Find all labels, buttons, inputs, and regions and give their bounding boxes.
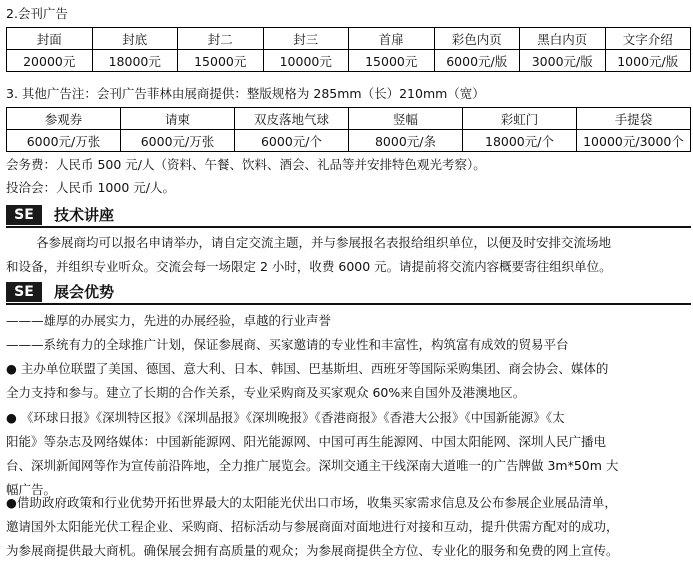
- investment-fee: 投洽会：人民币 1000 元/人。: [6, 180, 175, 195]
- divider: [6, 303, 691, 305]
- table-header-row: [7, 108, 691, 130]
- table-cell: 6000元/万张: [7, 130, 121, 152]
- table-cell: 10000元: [263, 50, 349, 72]
- table-cell: 封二: [178, 28, 264, 50]
- table-cell: 手提袋: [577, 108, 691, 130]
- advantage-bullet-1: [6, 357, 688, 405]
- table-cell: 彩虹门: [463, 108, 577, 130]
- table-cell: 1000元/版: [605, 50, 691, 72]
- table-cell: 6000元/版: [434, 50, 520, 72]
- table-cell: 8000元/条: [349, 130, 463, 152]
- advantage-bullet-3: [6, 491, 688, 563]
- table-cell: 封三: [263, 28, 349, 50]
- paragraph-line: 阳能》等杂志及网络媒体：中国新能源网、阳光能源网、中国可再生能源网、中国太阳能网、深圳人民广播电: [6, 434, 607, 449]
- table-cell: 18000元/个: [463, 130, 577, 152]
- paragraph-line: 和设备，并组织专业听众。交流会每一场限定 2 小时，收费 6000 元。请提前将交流内容概要寄往组织单位。: [6, 259, 612, 274]
- paragraph-line: 幅广告。: [6, 482, 57, 497]
- table-cell: 参观券: [7, 108, 121, 130]
- advantage-header: [6, 282, 691, 302]
- table-cell: 请柬: [121, 108, 235, 130]
- section3-title: 3. 其他广告注：会刊广告菲林由展商提供：整版规格为 285mm（长）210mm（宽）: [6, 86, 485, 101]
- table-cell: 封面: [7, 28, 93, 50]
- section2-title: 2.会刊广告: [6, 6, 68, 21]
- advantage-dash-1: ———雄厚的办展实力，先进的办展经验，卓越的行业声誉: [6, 313, 332, 328]
- conference-fee: 会务费：人民币 500 元/人（资料、午餐、饮料、酒会、礼品等并安排特色观光考察）。: [6, 157, 486, 172]
- table-cell: 双皮落地气球: [235, 108, 349, 130]
- se-badge: SE: [6, 205, 42, 225]
- table-cell: 黑白内页: [520, 28, 606, 50]
- table-cell: 封底: [92, 28, 178, 50]
- advantage-bullet-2: [6, 406, 688, 502]
- table-cell: 彩色内页: [434, 28, 520, 50]
- table-header-row: [7, 28, 691, 50]
- section-title: 技术讲座: [54, 206, 115, 224]
- journal-ad-table: [6, 27, 691, 72]
- paragraph-line: 台、深圳新闻网等作为宣传前沿阵地，全力推广展览会。深圳交通主干线深南大道唯一的广告牌做 3m*50m 大: [6, 458, 619, 473]
- divider: [6, 226, 691, 228]
- table-cell: 15000元: [178, 50, 264, 72]
- paragraph-line: ● 《环球日报》《深圳特区报》《深圳晶报》《深圳晚报》《香港商报》《香港大公报》《中国新能源》《太: [6, 410, 565, 425]
- paragraph-line: ● 主办单位联盟了美国、德国、意大利、日本、韩国、巴基斯坦、西班牙等国际采购集团、商会协会、媒体的: [6, 361, 609, 376]
- other-ad-table: [6, 107, 691, 152]
- table-cell: 15000元: [349, 50, 435, 72]
- paragraph-line: ●借助政府政策和行业优势开拓世界最大的太阳能光伏出口市场，收集买家需求信息及公布参展企业展品清单，: [6, 495, 617, 510]
- table-cell: 首扉: [349, 28, 435, 50]
- se-badge: SE: [6, 282, 42, 302]
- table-cell: 18000元: [92, 50, 178, 72]
- paragraph-line: 邀请国外太阳能光伏工程企业、采购商、招标活动与参展商面对面地进行对接和互动，提升供需方配对的成功，: [6, 519, 619, 534]
- table-cell: 20000元: [7, 50, 93, 72]
- table-row: [7, 50, 691, 72]
- table-cell: 竖幅: [349, 108, 463, 130]
- paragraph-line: 各参展商均可以报名申请举办，请自定交流主题，并与参展报名表报给组织单位，以便及时安排交流场地: [36, 235, 612, 250]
- table-cell: 10000元/3000个: [577, 130, 691, 152]
- section-title: 展会优势: [54, 283, 115, 301]
- tech-lecture-body: [6, 231, 688, 279]
- table-cell: 3000元/版: [520, 50, 606, 72]
- table-cell: 6000元/个: [235, 130, 349, 152]
- paragraph-line: 为参展商提供最大商机。确保展会拥有高质量的观众；为参展商提供全方位、专业化的服务和免费的网上宣传。: [6, 543, 619, 558]
- table-cell: 文字介绍: [605, 28, 691, 50]
- table-cell: 6000元/万张: [121, 130, 235, 152]
- advantage-dash-2: ———系统有力的全球推广计划，保证参展商、买家邀请的专业性和丰富性，构筑富有成效的贸易平台: [6, 337, 569, 352]
- table-row: [7, 130, 691, 152]
- paragraph-line: 全力支持和参与。建立了长期的合作关系，专业采购商及买家观众 60%来自国外及港澳地区。: [6, 385, 526, 400]
- tech-lecture-header: [6, 205, 691, 225]
